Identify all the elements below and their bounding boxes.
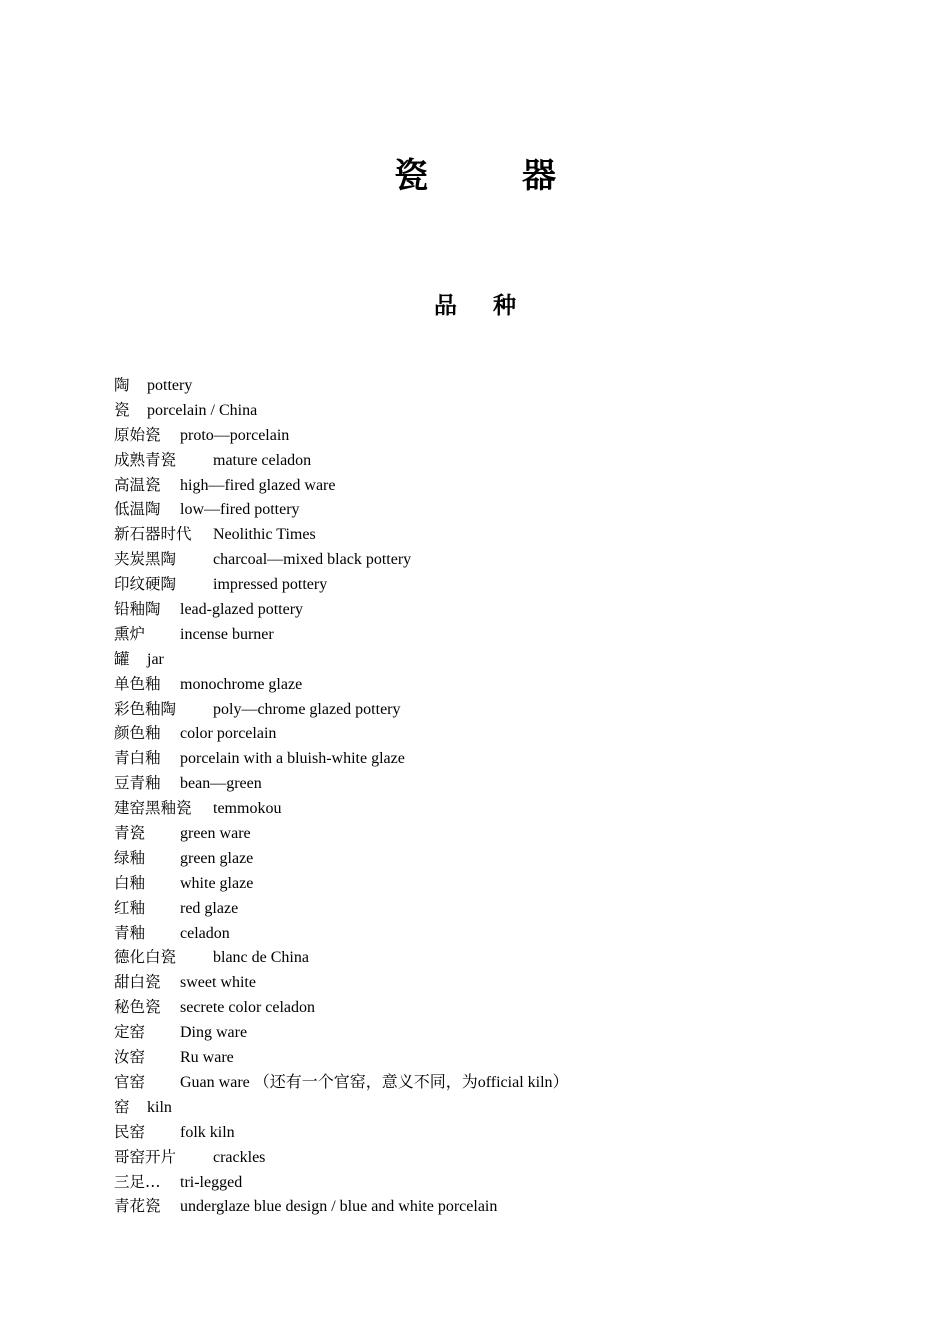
term-row — [114, 921, 874, 946]
term-row — [114, 821, 874, 846]
term-chinese: 白釉 — [114, 873, 146, 892]
term-row — [114, 398, 874, 423]
term-chinese: 熏炉 — [114, 624, 146, 643]
term-english: tri-legged — [180, 1173, 243, 1191]
term-chinese: 高温瓷 — [114, 475, 161, 494]
term-english: charcoal—mixed black pottery — [213, 551, 412, 569]
term-list — [114, 373, 874, 1219]
term-english: mature celadon — [213, 451, 312, 469]
term-english: porcelain with a bluish-white glaze — [180, 750, 405, 768]
term-english: pottery — [147, 377, 193, 394]
term-chinese: 青花瓷 — [114, 1197, 161, 1216]
term-english: impressed pottery — [213, 576, 328, 594]
term-row — [114, 995, 874, 1020]
term-chinese: 青白釉 — [114, 749, 161, 768]
term-english: underglaze blue design / blue and white porcelain — [180, 1198, 498, 1216]
term-chinese: 民窑 — [114, 1122, 146, 1141]
term-row — [114, 721, 874, 746]
term-chinese: 陶 — [114, 376, 130, 394]
term-chinese: 低温陶 — [114, 500, 161, 519]
term-row — [114, 622, 874, 647]
term-row — [114, 871, 874, 896]
term-chinese: 哥窑开片 — [114, 1147, 177, 1166]
term-english: bean—green — [180, 775, 262, 793]
term-row — [114, 597, 874, 622]
term-chinese: 官窑 — [114, 1072, 146, 1091]
term-row — [114, 945, 874, 970]
term-english: red glaze — [180, 899, 239, 917]
term-row — [114, 1170, 874, 1195]
term-row — [114, 672, 874, 697]
term-english: color porcelain — [180, 725, 277, 743]
term-chinese: 青釉 — [114, 923, 146, 942]
document-title: 瓷 器 — [394, 156, 586, 196]
term-row — [114, 373, 874, 398]
term-english: celadon — [180, 924, 230, 942]
term-english: proto—porcelain — [180, 426, 290, 444]
term-row — [114, 448, 874, 473]
term-english: Ru ware — [180, 1049, 234, 1067]
term-english: porcelain / China — [147, 401, 258, 419]
term-chinese: 甜白瓷 — [114, 973, 161, 992]
term-english: incense burner — [180, 625, 274, 643]
term-english: monochrome glaze — [180, 675, 303, 693]
term-row — [114, 1145, 874, 1170]
term-english: jar — [147, 650, 164, 668]
term-chinese: 颜色釉 — [114, 724, 161, 743]
term-row — [114, 473, 874, 498]
term-english: Neolithic Times — [213, 526, 316, 544]
term-row — [114, 771, 874, 796]
term-row — [114, 896, 874, 921]
term-row — [114, 572, 874, 597]
term-row — [114, 647, 874, 672]
section-title: 品 种 — [433, 293, 530, 319]
term-english: sweet white — [180, 974, 256, 992]
term-row — [114, 970, 874, 995]
term-row — [114, 522, 874, 547]
term-row — [114, 796, 874, 821]
term-chinese: 三足… — [114, 1172, 161, 1191]
term-row — [114, 746, 874, 771]
term-english: poly—chrome glazed pottery — [213, 700, 401, 718]
term-chinese: 单色釉 — [114, 674, 161, 693]
term-english: kiln — [147, 1098, 172, 1116]
term-english: crackles — [213, 1148, 266, 1166]
term-english: blanc de China — [213, 949, 309, 967]
term-english: green glaze — [180, 849, 254, 867]
term-chinese: 印纹硬陶 — [114, 575, 177, 594]
term-english: high—fired glazed ware — [180, 476, 336, 494]
term-chinese: 定窑 — [114, 1023, 146, 1042]
term-english: green ware — [180, 825, 251, 843]
term-english: white glaze — [180, 874, 254, 892]
term-chinese: 夹炭黑陶 — [114, 550, 177, 569]
term-chinese: 罐 — [114, 649, 130, 668]
term-chinese: 铅釉陶 — [114, 600, 161, 619]
term-chinese: 青瓷 — [114, 824, 146, 843]
term-row — [114, 1070, 874, 1095]
term-row — [114, 1020, 874, 1045]
term-chinese: 绿釉 — [114, 848, 146, 867]
term-row — [114, 697, 874, 722]
term-row — [114, 423, 874, 448]
term-chinese: 建窑黑釉瓷 — [114, 799, 192, 818]
term-row — [114, 1095, 874, 1120]
term-chinese: 彩色釉陶 — [114, 699, 177, 718]
term-chinese: 德化白瓷 — [114, 948, 177, 967]
term-row — [114, 547, 874, 572]
term-row — [114, 1045, 874, 1070]
term-chinese: 窑 — [114, 1097, 130, 1116]
term-english: low—fired pottery — [180, 501, 300, 519]
term-chinese: 秘色瓷 — [114, 998, 161, 1017]
term-row — [114, 497, 874, 522]
term-english: Ding ware — [180, 1024, 248, 1042]
term-row — [114, 846, 874, 871]
term-english: temmokou — [213, 800, 282, 818]
term-chinese: 原始瓷 — [114, 425, 161, 444]
term-chinese: 豆青釉 — [114, 774, 161, 793]
term-chinese: 成熟青瓷 — [114, 450, 177, 469]
term-row — [114, 1120, 874, 1145]
term-chinese: 瓷 — [114, 400, 130, 419]
term-english: folk kiln — [180, 1123, 235, 1141]
term-english: lead-glazed pottery — [180, 601, 304, 619]
term-chinese: 红釉 — [114, 898, 146, 917]
term-english: secrete color celadon — [180, 999, 316, 1017]
term-chinese: 新石器时代 — [114, 525, 192, 544]
term-row — [114, 1194, 874, 1219]
term-english: Guan ware （还有一个官窑，意义不同，为official kiln） — [180, 1073, 569, 1091]
term-chinese: 汝窑 — [114, 1048, 146, 1067]
